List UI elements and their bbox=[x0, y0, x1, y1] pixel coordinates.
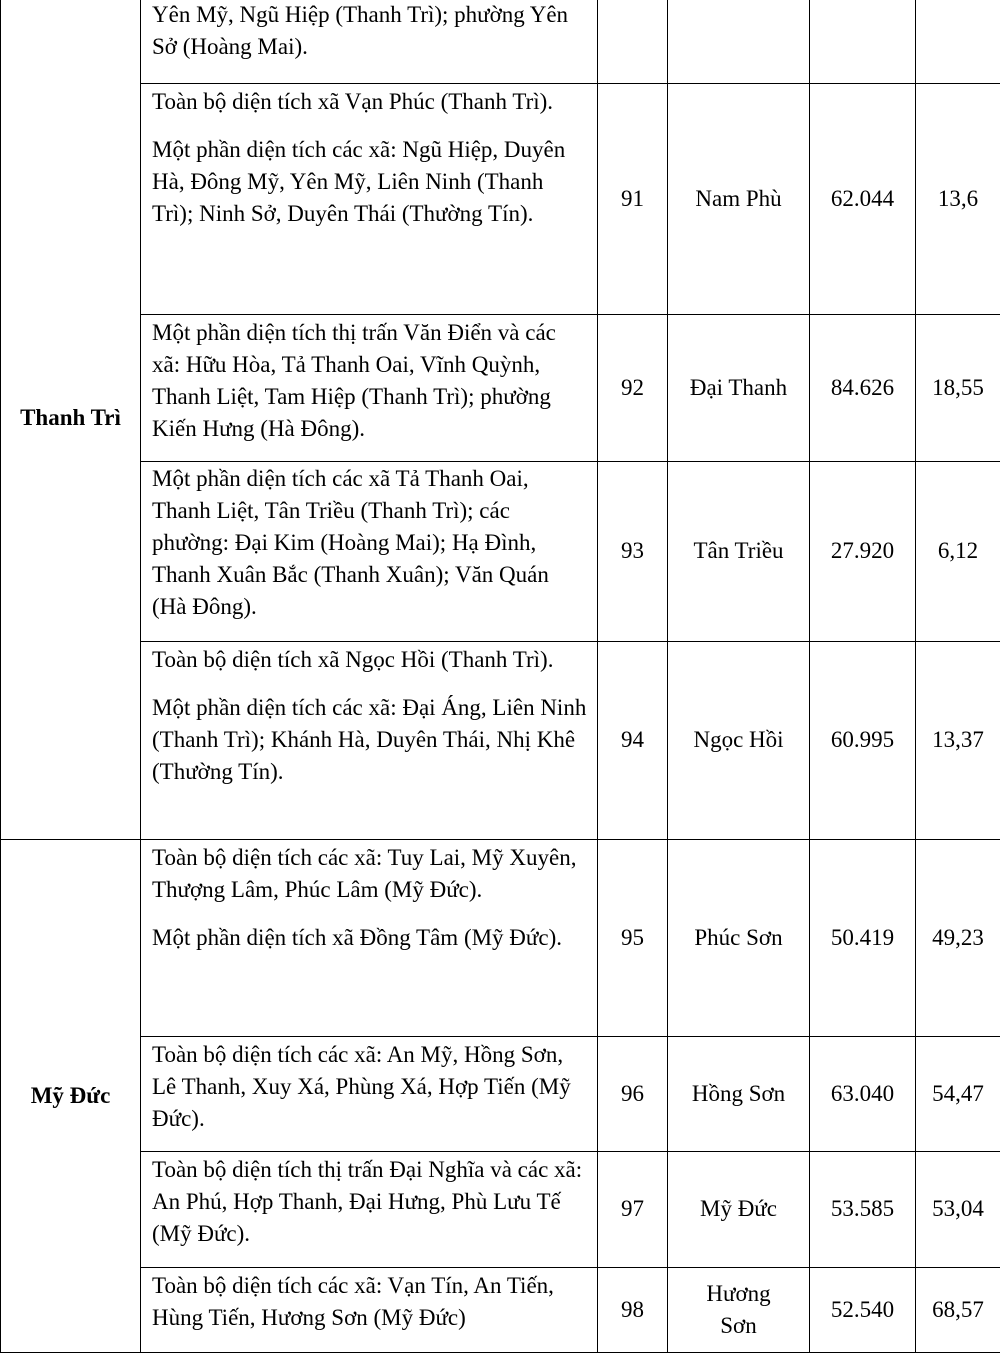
area-description bbox=[141, 1267, 598, 1352]
area-value: 18,55 bbox=[916, 314, 1000, 461]
area-description bbox=[141, 314, 598, 461]
area-description bbox=[141, 1151, 598, 1267]
table-row bbox=[1, 1151, 1000, 1267]
area-description bbox=[141, 839, 598, 1036]
population-value bbox=[810, 0, 916, 83]
description-line: Một phần diện tích xã Đồng Tâm (Mỹ Đức). bbox=[152, 922, 587, 954]
table-row bbox=[1, 1267, 1000, 1352]
commune-name: Hương Sơn bbox=[668, 1267, 810, 1352]
commune-number: 98 bbox=[598, 1267, 668, 1352]
commune-name: Đại Thanh bbox=[668, 314, 810, 461]
commune-number: 93 bbox=[598, 461, 668, 641]
commune-number: 94 bbox=[598, 641, 668, 839]
description-line: Toàn bộ diện tích các xã: Vạn Tín, An Tiến, Hùng Tiến, Hương Sơn (Mỹ Đức) bbox=[152, 1270, 587, 1334]
area-value: 53,04 bbox=[916, 1151, 1000, 1267]
table-row bbox=[1, 461, 1000, 641]
description-line: Một phần diện tích thị trấn Văn Điển và các xã: Hữu Hòa, Tả Thanh Oai, Vĩnh Quỳnh, Thanh Liệt, Tam Hiệp (Thanh Trì); phường Kiến Hưng (Hà Đông). bbox=[152, 317, 587, 445]
commune-name: Nam Phù bbox=[668, 83, 810, 314]
commune-number: 97 bbox=[598, 1151, 668, 1267]
population-value: 53.585 bbox=[810, 1151, 916, 1267]
description-line: Yên Mỹ, Ngũ Hiệp (Thanh Trì); phường Yên Sở (Hoàng Mai). bbox=[152, 0, 587, 63]
commune-name: Phúc Sơn bbox=[668, 839, 810, 1036]
commune-number: 96 bbox=[598, 1036, 668, 1151]
area-value bbox=[916, 0, 1000, 83]
description-line: Toàn bộ diện tích các xã: An Mỹ, Hồng Sơn, Lê Thanh, Xuy Xá, Phùng Xá, Hợp Tiến (Mỹ Đức). bbox=[152, 1039, 587, 1135]
commune-name: Tân Triều bbox=[668, 461, 810, 641]
area-description bbox=[141, 0, 598, 83]
district-name: Thanh Trì bbox=[1, 0, 141, 839]
commune-name bbox=[668, 0, 810, 83]
commune-number: 92 bbox=[598, 314, 668, 461]
population-value: 52.540 bbox=[810, 1267, 916, 1352]
area-value: 68,57 bbox=[916, 1267, 1000, 1352]
description-line: Toàn bộ diện tích thị trấn Đại Nghĩa và các xã: An Phú, Hợp Thanh, Đại Hưng, Phù Lưu Tế (Mỹ Đức). bbox=[152, 1154, 587, 1250]
table-row bbox=[1, 0, 1000, 83]
area-value: 6,12 bbox=[916, 461, 1000, 641]
population-value: 63.040 bbox=[810, 1036, 916, 1151]
population-value: 50.419 bbox=[810, 839, 916, 1036]
population-value: 84.626 bbox=[810, 314, 916, 461]
area-value: 13,6 bbox=[916, 83, 1000, 314]
area-value: 13,37 bbox=[916, 641, 1000, 839]
area-value: 49,23 bbox=[916, 839, 1000, 1036]
commune-name: Ngọc Hồi bbox=[668, 641, 810, 839]
commune-name: Mỹ Đức bbox=[668, 1151, 810, 1267]
area-description bbox=[141, 461, 598, 641]
table-row bbox=[1, 641, 1000, 839]
population-value: 60.995 bbox=[810, 641, 916, 839]
table-row bbox=[1, 314, 1000, 461]
table-row bbox=[1, 839, 1000, 1036]
commune-number: 91 bbox=[598, 83, 668, 314]
area-description bbox=[141, 641, 598, 839]
description-line: Một phần diện tích các xã: Đại Áng, Liên Ninh (Thanh Trì); Khánh Hà, Duyên Thái, Nhị Khê (Thường Tín). bbox=[152, 692, 587, 788]
commune-name: Hồng Sơn bbox=[668, 1036, 810, 1151]
area-description bbox=[141, 83, 598, 314]
description-line: Một phần diện tích các xã: Ngũ Hiệp, Duyên Hà, Đông Mỹ, Yên Mỹ, Liên Ninh (Thanh Trì); Ninh Sở, Duyên Thái (Thường Tín). bbox=[152, 134, 587, 230]
population-value: 62.044 bbox=[810, 83, 916, 314]
area-description bbox=[141, 1036, 598, 1151]
description-line: Toàn bộ diện tích xã Vạn Phúc (Thanh Trì). bbox=[152, 86, 587, 118]
description-line: Toàn bộ diện tích xã Ngọc Hồi (Thanh Trì). bbox=[152, 644, 587, 676]
commune-number bbox=[598, 0, 668, 83]
commune-number: 95 bbox=[598, 839, 668, 1036]
description-line: Toàn bộ diện tích các xã: Tuy Lai, Mỹ Xuyên, Thượng Lâm, Phúc Lâm (Mỹ Đức). bbox=[152, 842, 587, 906]
table-row bbox=[1, 83, 1000, 314]
district-name: Mỹ Đức bbox=[1, 839, 141, 1352]
table-row bbox=[1, 1036, 1000, 1151]
description-line: Một phần diện tích các xã Tả Thanh Oai, Thanh Liệt, Tân Triều (Thanh Trì); các phường: Đại Kim (Hoàng Mai); Hạ Đình, Thanh Xuân Bắc (Thanh Xuân); Văn Quán (Hà Đông). bbox=[152, 463, 587, 623]
area-value: 54,47 bbox=[916, 1036, 1000, 1151]
population-value: 27.920 bbox=[810, 461, 916, 641]
